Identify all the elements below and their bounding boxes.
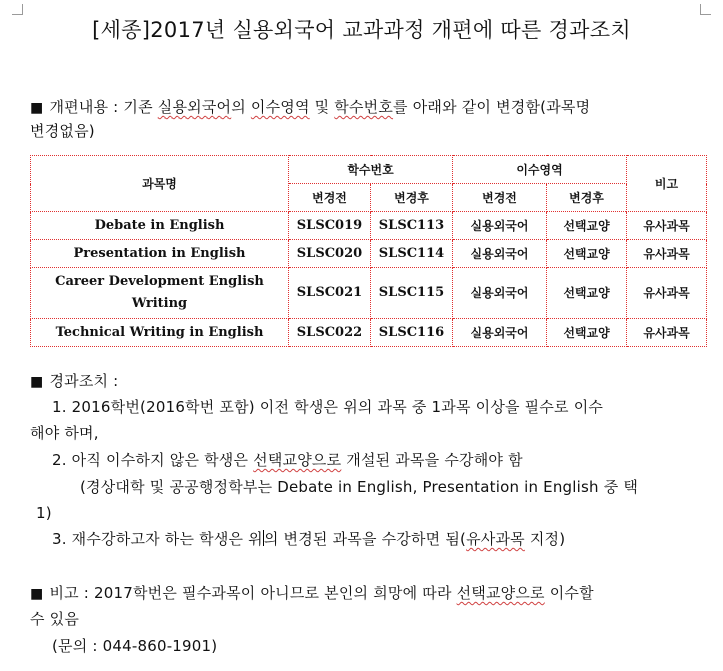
area-before-cell: 실용외국어 <box>453 240 547 268</box>
header-area-before: 변경전 <box>453 184 547 212</box>
header-note: 비고 <box>627 156 707 212</box>
measure-item-3 <box>52 528 565 550</box>
measure-item-1-cont: 해야 하며, <box>30 424 99 442</box>
table-row <box>31 268 707 319</box>
contact-info: (문의 : 044-860-1901) <box>52 637 218 655</box>
area-before-cell: 실용외국어 <box>453 319 547 347</box>
course-name-cell: Presentation in English <box>31 240 289 268</box>
measure-item-2-text: 2. 아직 이수하지 않은 학생은 <box>52 451 254 469</box>
section1-text: 를 아래와 같이 변경함(과목명 <box>393 98 591 116</box>
area-after-cell: 선택교양 <box>547 240 627 268</box>
section-remarks <box>30 582 594 605</box>
course-name-line2: Writing <box>131 296 188 311</box>
area-before-cell: 실용외국어 <box>453 212 547 240</box>
area-after-cell: 선택교양 <box>547 319 627 347</box>
header-course-code: 학수번호 <box>289 156 453 184</box>
note-cell: 유사과목 <box>627 319 707 347</box>
code-before-cell: SLSC022 <box>289 319 371 347</box>
area-after-cell: 선택교양 <box>547 212 627 240</box>
table-row <box>31 240 707 268</box>
code-after-cell: SLSC116 <box>371 319 453 347</box>
section3-text: 2017학번은 필수과목이 아니므로 본인의 희망에 따라 <box>94 584 457 602</box>
section3-label: 비고 : <box>49 584 90 602</box>
course-name-cell: Debate in English <box>31 212 289 240</box>
measure-item-1: 1. 2016학번(2016학번 포함) 이전 학생은 위의 과목 중 1과목 이상을 필수로 이수 <box>52 398 604 416</box>
note-cell: 유사과목 <box>627 268 707 319</box>
section1-text: 의 <box>231 98 251 116</box>
measure-item-2-note: (경상대학 및 공공행정학부는 Debate in English, Presentation in English 중 택 <box>80 478 639 496</box>
section3-text: 이수할 <box>544 584 594 602</box>
section-transition-measures <box>30 370 118 393</box>
document-title: [세종]2017년 실용외국어 교과과정 개편에 따른 경과조치 <box>92 18 631 42</box>
code-before-cell: SLSC019 <box>289 212 371 240</box>
header-code-after: 변경후 <box>371 184 453 212</box>
header-course-name: 과목명 <box>31 156 289 212</box>
section1-text-area: 이수영역 <box>250 98 310 116</box>
table-row <box>31 212 707 240</box>
code-after-cell: SLSC113 <box>371 212 453 240</box>
code-after-cell: SLSC114 <box>371 240 453 268</box>
measure-item-3-similar-course: 유사과목 <box>466 530 525 548</box>
section-change-summary <box>30 94 710 145</box>
area-after-cell: 선택교양 <box>547 268 627 319</box>
area-before-cell: 실용외국어 <box>453 268 547 319</box>
note-cell: 유사과목 <box>627 212 707 240</box>
course-name-cell: Technical Writing in English <box>31 319 289 347</box>
section1-line2: 변경없음) <box>30 122 95 140</box>
measure-item-2 <box>52 449 523 471</box>
code-after-cell: SLSC115 <box>371 268 453 319</box>
bullet-square-icon: ■ <box>30 374 44 390</box>
section1-text-course-code: 학수번호 <box>334 98 394 116</box>
code-before-cell: SLSC021 <box>289 268 371 319</box>
code-before-cell: SLSC020 <box>289 240 371 268</box>
course-change-table <box>30 155 707 347</box>
section1-label: 개편내용 : <box>49 98 119 116</box>
measure-item-3-text: 3. 재수강하고자 하는 학생은 위 <box>52 530 263 548</box>
section1-text: 및 <box>309 98 335 116</box>
course-name-cell <box>31 268 289 319</box>
section2-label: 경과조치 : <box>49 372 119 390</box>
section1-text: 기존 <box>123 98 158 116</box>
section1-text-practical-language: 실용외국어 <box>157 98 232 116</box>
section3-line2: 수 있음 <box>30 610 80 628</box>
measure-item-2-elective: 선택교양으로 <box>253 451 342 469</box>
table-row <box>31 319 707 347</box>
measure-item-3-text: 의 변경된 과목을 수강하면 됨( <box>263 530 467 548</box>
measure-item-2-text: 개설된 과목을 수강해야 함 <box>341 451 523 469</box>
measure-item-2-note-cont: 1) <box>36 504 52 522</box>
section3-elective: 선택교양으로 <box>456 584 545 602</box>
header-completion-area: 이수영역 <box>453 156 627 184</box>
note-cell: 유사과목 <box>627 240 707 268</box>
header-area-after: 변경후 <box>547 184 627 212</box>
header-code-before: 변경전 <box>289 184 371 212</box>
bullet-square-icon: ■ <box>30 100 44 116</box>
course-name-line1: Career Development English <box>55 274 264 289</box>
bullet-square-icon: ■ <box>30 586 44 602</box>
measure-item-3-text: 지정) <box>524 530 566 548</box>
